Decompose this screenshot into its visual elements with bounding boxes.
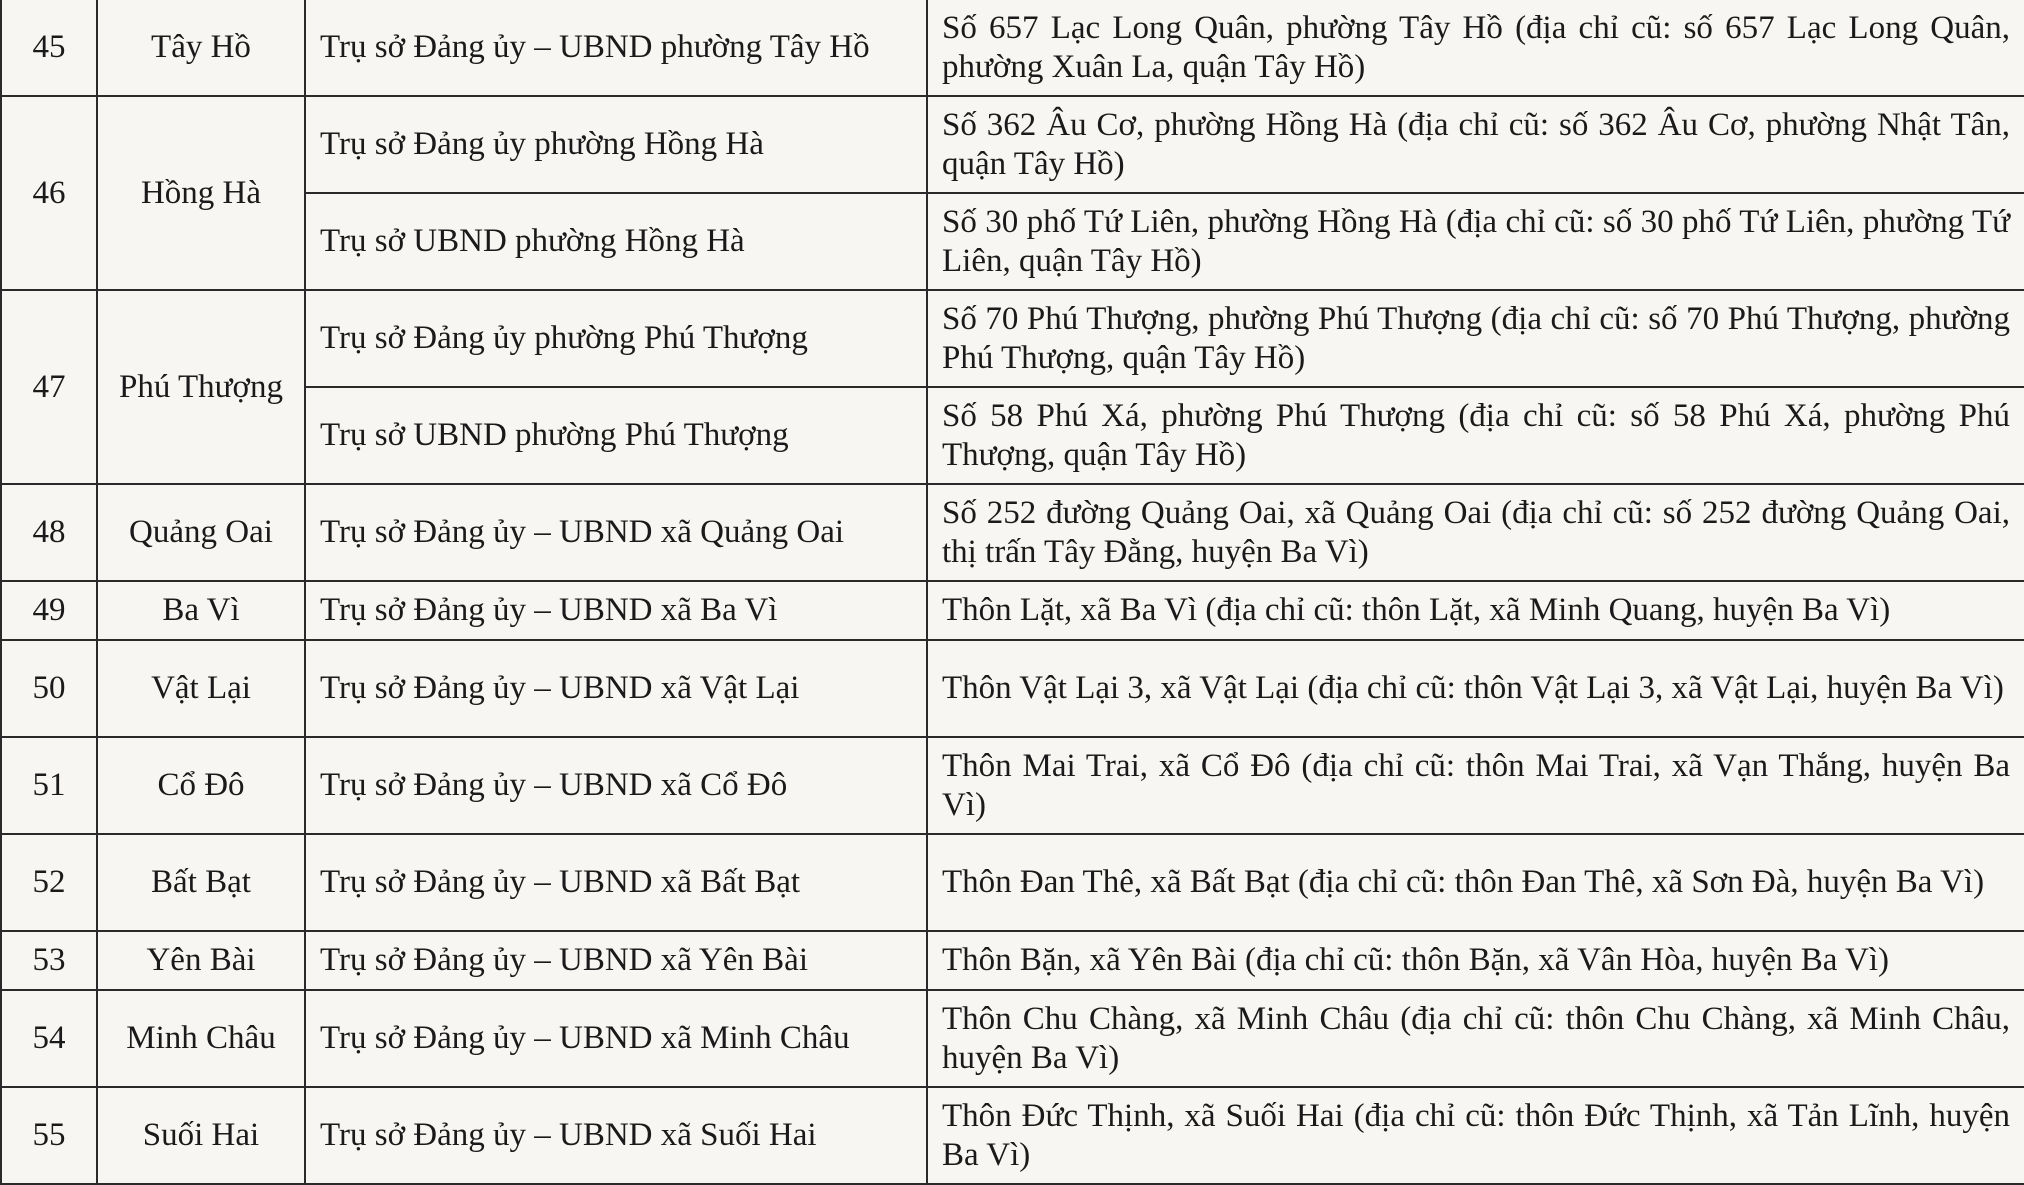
office-address: Thôn Lặt, xã Ba Vì (địa chỉ cũ: thôn Lặt, xã Minh Quang, huyện Ba Vì)	[927, 581, 2024, 640]
office-address: Số 362 Âu Cơ, phường Hồng Hà (địa chỉ cũ: số 362 Âu Cơ, phường Nhật Tân, quận Tây Hồ)	[927, 96, 2024, 193]
table-row	[1, 1087, 2024, 1184]
office-address: Số 70 Phú Thượng, phường Phú Thượng (địa chỉ cũ: số 70 Phú Thượng, phường Phú Thượng, quận Tây Hồ)	[927, 290, 2024, 387]
row-number: 47	[1, 290, 97, 484]
table-row	[1, 0, 2024, 96]
office-name: Trụ sở Đảng ủy – UBND xã Bất Bạt	[305, 834, 927, 931]
office-name: Trụ sở Đảng ủy – UBND xã Cổ Đô	[305, 737, 927, 834]
table-row	[1, 581, 2024, 640]
office-address: Số 30 phố Tứ Liên, phường Hồng Hà (địa chỉ cũ: số 30 phố Tứ Liên, phường Tứ Liên, quận Tây Hồ)	[927, 193, 2024, 290]
table-row	[1, 737, 2024, 834]
ward-name: Ba Vì	[97, 581, 305, 640]
office-address: Số 58 Phú Xá, phường Phú Thượng (địa chỉ cũ: số 58 Phú Xá, phường Phú Thượng, quận Tây Hồ)	[927, 387, 2024, 484]
office-name: Trụ sở Đảng ủy phường Hồng Hà	[305, 96, 927, 193]
table-row	[1, 990, 2024, 1087]
row-number: 53	[1, 931, 97, 990]
office-name: Trụ sở UBND phường Phú Thượng	[305, 387, 927, 484]
row-number: 50	[1, 640, 97, 737]
table-row	[1, 931, 2024, 990]
office-address: Số 657 Lạc Long Quân, phường Tây Hồ (địa chỉ cũ: số 657 Lạc Long Quân, phường Xuân La, quận Tây Hồ)	[927, 0, 2024, 96]
table-row	[1, 640, 2024, 737]
table-row	[1, 193, 2024, 290]
office-address: Thôn Vật Lại 3, xã Vật Lại (địa chỉ cũ: thôn Vật Lại 3, xã Vật Lại, huyện Ba Vì)	[927, 640, 2024, 737]
table-row	[1, 387, 2024, 484]
row-number: 52	[1, 834, 97, 931]
table-row	[1, 484, 2024, 581]
ward-name: Phú Thượng	[97, 290, 305, 484]
office-address: Thôn Mai Trai, xã Cổ Đô (địa chỉ cũ: thôn Mai Trai, xã Vạn Thắng, huyện Ba Vì)	[927, 737, 2024, 834]
ward-name: Vật Lại	[97, 640, 305, 737]
office-name: Trụ sở Đảng ủy – UBND phường Tây Hồ	[305, 0, 927, 96]
ward-name: Tây Hồ	[97, 0, 305, 96]
row-number: 46	[1, 96, 97, 290]
office-address: Thôn Chu Chàng, xã Minh Châu (địa chỉ cũ: thôn Chu Chàng, xã Minh Châu, huyện Ba Vì)	[927, 990, 2024, 1087]
table-row	[1, 834, 2024, 931]
office-address: Số 252 đường Quảng Oai, xã Quảng Oai (địa chỉ cũ: số 252 đường Quảng Oai, thị trấn Tây Đằng, huyện Ba Vì)	[927, 484, 2024, 581]
ward-name: Minh Châu	[97, 990, 305, 1087]
table-row	[1, 96, 2024, 193]
office-address: Thôn Bặn, xã Yên Bài (địa chỉ cũ: thôn Bặn, xã Vân Hòa, huyện Ba Vì)	[927, 931, 2024, 990]
table-row	[1, 290, 2024, 387]
row-number: 54	[1, 990, 97, 1087]
ward-name: Suối Hai	[97, 1087, 305, 1184]
ward-name: Cổ Đô	[97, 737, 305, 834]
office-name: Trụ sở Đảng ủy phường Phú Thượng	[305, 290, 927, 387]
office-address: Thôn Đan Thê, xã Bất Bạt (địa chỉ cũ: thôn Đan Thê, xã Sơn Đà, huyện Ba Vì)	[927, 834, 2024, 931]
office-name: Trụ sở Đảng ủy – UBND xã Yên Bài	[305, 931, 927, 990]
office-name: Trụ sở Đảng ủy – UBND xã Minh Châu	[305, 990, 927, 1087]
office-name: Trụ sở Đảng ủy – UBND xã Suối Hai	[305, 1087, 927, 1184]
office-name: Trụ sở UBND phường Hồng Hà	[305, 193, 927, 290]
office-address: Thôn Đức Thịnh, xã Suối Hai (địa chỉ cũ: thôn Đức Thịnh, xã Tản Lĩnh, huyện Ba Vì)	[927, 1087, 2024, 1184]
row-number: 45	[1, 0, 97, 96]
row-number: 48	[1, 484, 97, 581]
office-name: Trụ sở Đảng ủy – UBND xã Ba Vì	[305, 581, 927, 640]
row-number: 51	[1, 737, 97, 834]
row-number: 55	[1, 1087, 97, 1184]
ward-name: Hồng Hà	[97, 96, 305, 290]
office-name: Trụ sở Đảng ủy – UBND xã Quảng Oai	[305, 484, 927, 581]
row-number: 49	[1, 581, 97, 640]
ward-name: Quảng Oai	[97, 484, 305, 581]
ward-name: Yên Bài	[97, 931, 305, 990]
ward-name: Bất Bạt	[97, 834, 305, 931]
office-name: Trụ sở Đảng ủy – UBND xã Vật Lại	[305, 640, 927, 737]
